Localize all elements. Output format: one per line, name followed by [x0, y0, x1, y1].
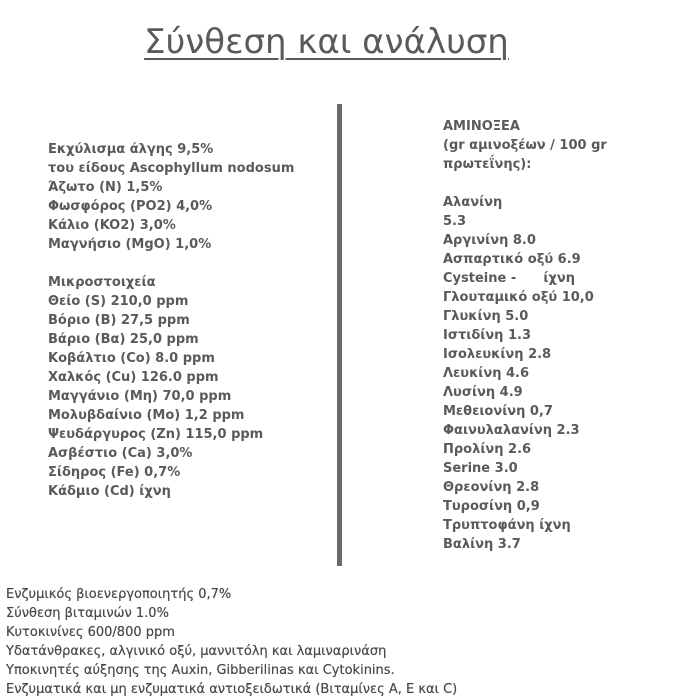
amino-acid-line: Λυσίνη 4.9 [443, 385, 523, 400]
composition-line: Μαγνήσιο (MgO) 1,0% [48, 237, 212, 252]
amino-acids-heading-unit: (gr αμινοξέων / 100 gr [443, 138, 607, 153]
micro-element-line: Κάδμιο (Cd) ίχνη [48, 484, 171, 499]
amino-acid-line: Φαινυλαλανίνη 2.3 [443, 423, 580, 438]
micro-element-line: Ψευδάργυρος (Zn) 115,0 ppm [48, 427, 264, 442]
page-title: Σύνθεση και ανάλυση [144, 22, 509, 62]
micro-element-line: Μαγγάνιο (Mη) 70,0 ppm [48, 389, 232, 404]
amino-acid-line: Μεθειονίνη 0,7 [443, 404, 553, 419]
amino-acid-line: Θρεονίνη 2.8 [443, 480, 540, 495]
micro-elements-heading: Μικροστοιχεία [48, 275, 156, 290]
composition-line: Άζωτο (N) 1,5% [48, 180, 163, 195]
property-line: Υδατάνθρακες, αλγινικό οξύ, μαννιτόλη και λαμιναρινάση [6, 644, 387, 659]
amino-acids-column [443, 117, 693, 554]
amino-acid-line: Γλυκίνη 5.0 [443, 309, 529, 324]
column-divider [337, 104, 342, 566]
micro-element-line: Σίδηρος (Fe) 0,7% [48, 465, 181, 480]
amino-acid-line: Ισολευκίνη 2.8 [443, 347, 552, 362]
micro-element-line: Κοβάλτιο (Co) 8.0 ppm [48, 351, 215, 366]
micro-element-line: Μολυβδαίνιο (Mo) 1,2 ppm [48, 408, 245, 423]
spacer [443, 174, 693, 193]
amino-acid-line: Τυροσίνη 0,9 [443, 499, 540, 514]
amino-acid-line: Βαλίνη 3.7 [443, 537, 521, 552]
composition-column [48, 140, 328, 501]
micro-element-line: Χαλκός (Cu) 126.0 ppm [48, 370, 219, 385]
micro-element-line: Βάριο (Bα) 25,0 ppm [48, 332, 199, 347]
amino-acid-line: Ασπαρτικό οξύ 6.9 [443, 252, 581, 267]
amino-acid-line: Αργινίνη 8.0 [443, 233, 536, 248]
composition-line: Κάλιο (KO2) 3,0% [48, 218, 176, 233]
property-line: Ενζυματικά και μη ενζυματικά αντιοξειδωτικά (Βιταμίνες Α, Ε και C) [6, 682, 458, 697]
amino-acid-line: Γλουταμικό οξύ 10,0 [443, 290, 594, 305]
amino-acid-line: Τρυπτοφάνη ίχνη [443, 518, 571, 533]
amino-acid-line: Cysteine - ίχνη [443, 271, 575, 286]
spacer [48, 254, 328, 273]
amino-acid-line: Λευκίνη 4.6 [443, 366, 530, 381]
amino-acids-heading: ΑΜΙΝΟΞΕΑ [443, 119, 520, 134]
micro-element-line: Θείο (S) 210,0 ppm [48, 294, 189, 309]
property-line: Υποκινητές αύξησης της Auxin, Gibberilinas και Cytokinins. [6, 663, 395, 678]
amino-acid-line: 5.3 [443, 214, 467, 229]
property-line: Ενζυμικός βιοενεργοποιητής 0,7% [6, 587, 232, 602]
composition-line: του είδους Ascophyllum nodosum [48, 161, 295, 176]
micro-element-line: Ασβέστιο (Ca) 3,0% [48, 446, 193, 461]
amino-acids-heading-unit: πρωτεΐνης): [443, 157, 532, 172]
micro-element-line: Βόριο (B) 27,5 ppm [48, 313, 190, 328]
composition-line: Φωσφόρος (PO2) 4,0% [48, 199, 213, 214]
property-line: Σύνθεση βιταμινών 1.0% [6, 606, 169, 621]
composition-line: Εκχύλισμα άλγης 9,5% [48, 142, 214, 157]
amino-acid-line: Serine 3.0 [443, 461, 518, 476]
amino-acid-line: Ιστιδίνη 1.3 [443, 328, 531, 343]
amino-acid-line: Αλανίνη [443, 195, 503, 210]
additional-properties [6, 585, 696, 699]
amino-acid-line: Προλίνη 2.6 [443, 442, 532, 457]
property-line: Κυτοκινίνες 600/800 ppm [6, 625, 175, 640]
